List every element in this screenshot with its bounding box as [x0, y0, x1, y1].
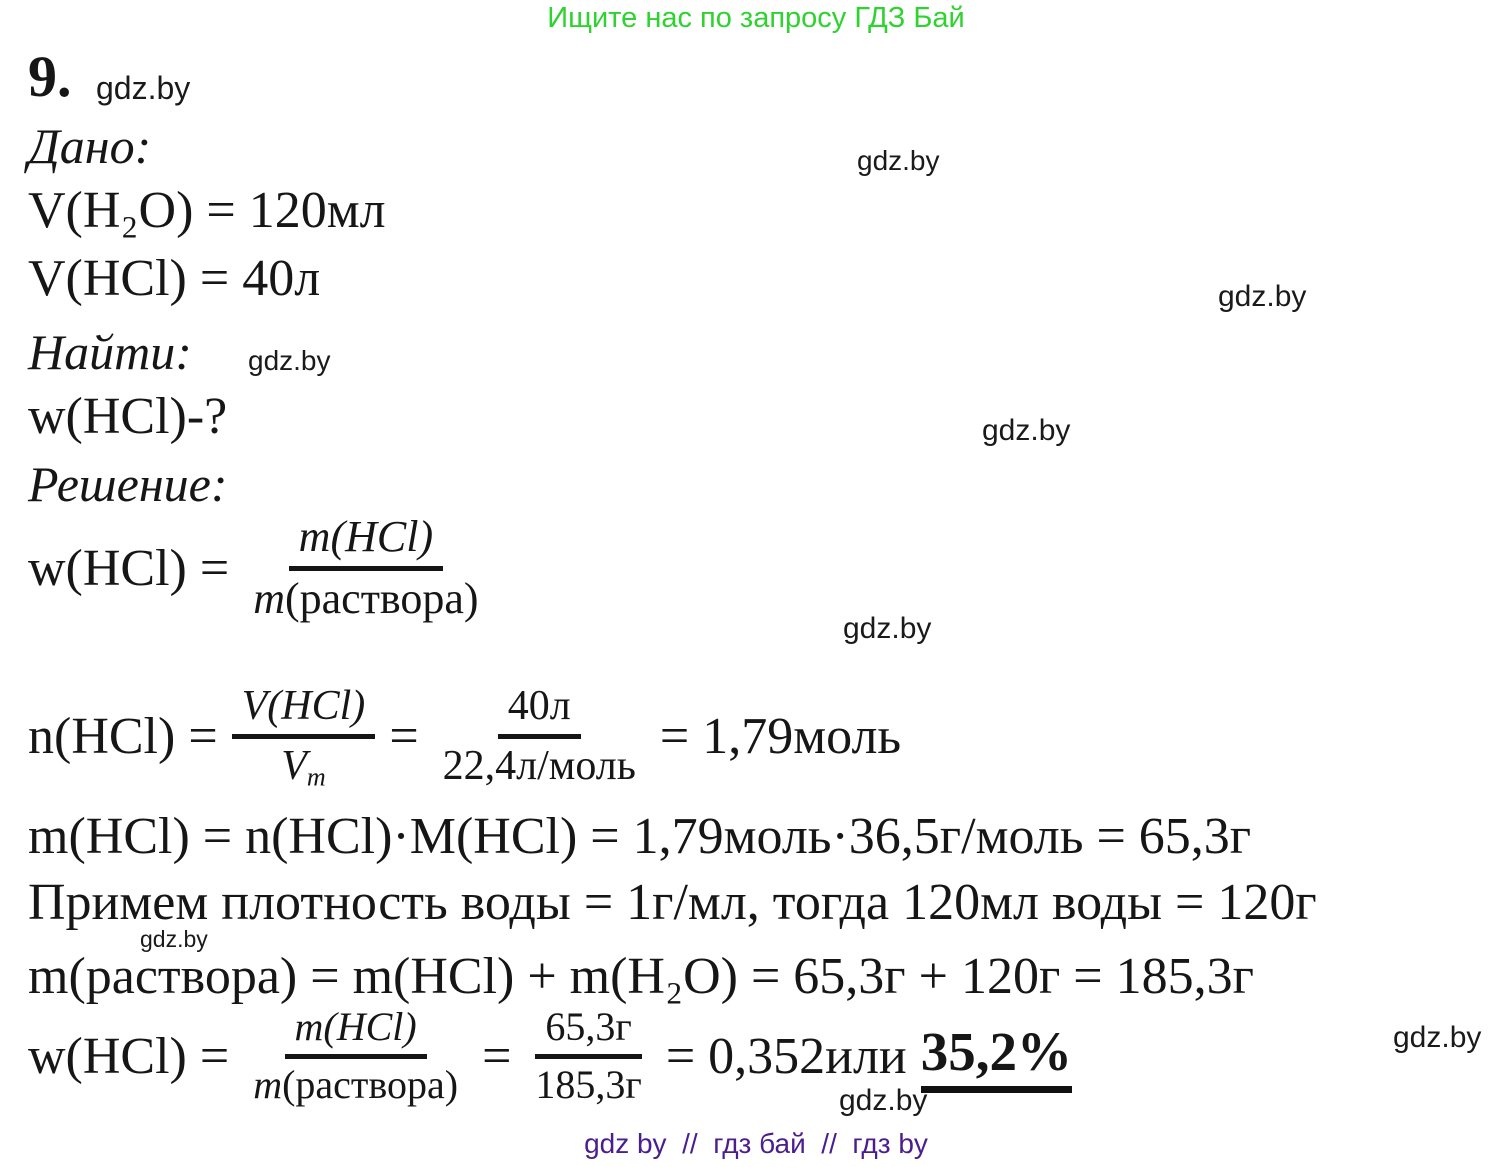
- solution-label: Решение:: [28, 456, 228, 512]
- promo-header: Ищите нас по запросу ГДЗ Бай: [547, 2, 965, 34]
- equation-final-mass-fraction: [28, 1006, 1072, 1106]
- equation-lhs: n(HCl) =: [28, 707, 218, 765]
- find-label: Найти:: [28, 324, 192, 380]
- fraction: [243, 1006, 468, 1106]
- equation-mass-hcl: m(HCl) = n(HCl)·M(HCl) = 1,79моль·36,5г/моль = 65,3г: [28, 808, 1252, 865]
- given-volume-hcl: V(HCl) = 40л: [28, 250, 321, 307]
- fraction-numerator: V(HCl): [232, 684, 376, 739]
- site-footer: gdz by // гдз бай // гдз by: [584, 1128, 928, 1159]
- equals-sign: =: [482, 1027, 512, 1085]
- equals-sign: =: [389, 707, 419, 765]
- given-volume-water: V(H₂O) = 120мл: [28, 182, 386, 239]
- gdz-watermark: gdz.by: [140, 926, 208, 952]
- fraction: [243, 514, 488, 622]
- gdz-watermark: gdz.by: [1218, 280, 1307, 313]
- fraction-numerator: 65,3г: [535, 1006, 641, 1059]
- fraction-denominator: m(раствора): [253, 1062, 459, 1107]
- fraction-denominator: 22,4л/моль: [442, 743, 636, 790]
- problem-number: 9.: [28, 44, 72, 109]
- gdz-watermark: gdz.by: [982, 414, 1071, 447]
- find-quantity: w(HCl)-?: [28, 388, 228, 445]
- equation-lhs: w(HCl) =: [28, 1027, 230, 1085]
- equation-lhs: w(HCl) =: [28, 539, 230, 597]
- gdz-watermark: gdz.by: [1393, 1021, 1482, 1054]
- equation-result: = 1,79моль: [659, 707, 902, 765]
- equation-mass-solution: m(раствора) = m(HCl) + m(H₂O) = 65,3г + 120г = 185,3г: [28, 948, 1254, 1005]
- given-label: Дано:: [28, 118, 152, 174]
- equation-result: = 0,352или: [665, 1027, 907, 1085]
- gdz-watermark: gdz.by: [857, 145, 940, 176]
- fraction: [433, 684, 646, 788]
- density-assumption: Примем плотность воды = 1г/мл, тогда 120мл воды = 120г: [28, 874, 1317, 931]
- final-answer: 35,2%: [921, 1020, 1072, 1093]
- fraction-numerator: m(HCl): [289, 514, 443, 571]
- gdz-watermark: gdz.by: [96, 70, 191, 106]
- fraction-numerator: 40л: [498, 684, 581, 739]
- equation-mass-fraction-definition: [28, 514, 489, 622]
- fraction-denominator: $V_m$: [281, 743, 326, 792]
- equation-moles-hcl: [28, 683, 902, 792]
- fraction: [525, 1006, 651, 1106]
- gdz-watermark: gdz.by: [248, 345, 331, 376]
- fraction: [232, 683, 376, 792]
- fraction-denominator: 185,3г: [535, 1062, 642, 1107]
- fraction-numerator: m(HCl): [285, 1006, 427, 1059]
- gdz-watermark: gdz.by: [843, 612, 932, 645]
- fraction-denominator: m(раствора): [253, 574, 479, 624]
- gdz-watermark: gdz.by: [839, 1084, 928, 1117]
